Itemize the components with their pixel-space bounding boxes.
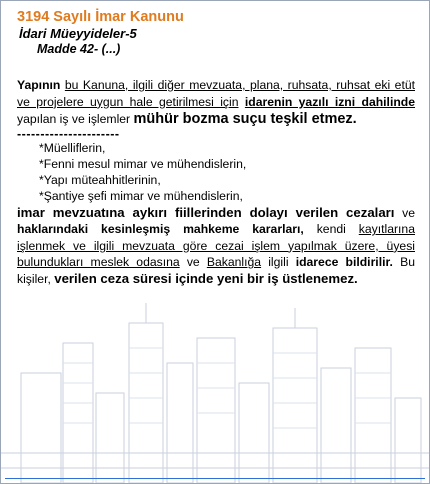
list-item: *Fenni mesul mimar ve mühendislerin, — [39, 157, 247, 172]
list-item: *Müelliflerin, — [39, 141, 106, 156]
city-skyline-background — [1, 303, 429, 483]
para2-seg6: ve — [179, 255, 207, 270]
bottom-frame-line — [5, 478, 425, 479]
para1-seg1: Yapının — [17, 78, 61, 92]
para1-seg4: yapılan iş ve işlemler — [17, 111, 134, 126]
list-item: *Şantiye şefi mimar ve mühendislerin, — [39, 188, 243, 203]
para2-seg8: ilgili — [261, 255, 296, 270]
person-list — [39, 141, 415, 204]
para2-seg11: verilen ceza süresi içinde yeni bir iş üstlenemez. — [54, 270, 358, 286]
para2-seg3: haklarındaki kesinleşmiş mahkeme kararları, — [17, 222, 304, 237]
slide-subtitle: İdari Müeyyideler-5 — [19, 26, 137, 41]
para2-seg4: kendi — [303, 222, 359, 237]
para2-seg7: Bakanlığa — [206, 255, 262, 270]
para2-seg10: Bu kişiler, — [17, 255, 415, 286]
slide-content — [17, 9, 415, 288]
para1-seg5: mühür bozma suçu teşkil etmez. — [133, 110, 357, 127]
article-number: Madde 42- (...) — [37, 42, 121, 56]
para1-seg2: bu Kanuna, ilgili diğer mevzuata, plana, ruhsata, ruhsat eki etüt ve projelere uygun hale getirilmesi için — [17, 78, 416, 109]
slide-title: 3194 Sayılı İmar Kanunu — [17, 9, 184, 25]
para1-seg3: idarenin yazılı izni dahilinde — [244, 94, 415, 109]
para2-seg2: ve — [394, 205, 415, 220]
list-item: *Yapı müteahhitlerinin, — [39, 172, 161, 187]
divider: ---------------------- — [17, 127, 120, 142]
paragraph-1 — [17, 77, 415, 127]
para2-seg9: idarece bildirilir. — [295, 255, 393, 270]
para2-seg5: kayıtlarına işlenmek ve ilgili mevzuata göre cezai işlem yapılmak üzere, üyesi bulundukları meslek odasına — [17, 222, 415, 270]
paragraph-2 — [17, 205, 415, 288]
para2-seg1: imar mevzuatına aykırı fiillerinden dolayı verilen cezaları — [17, 204, 395, 220]
